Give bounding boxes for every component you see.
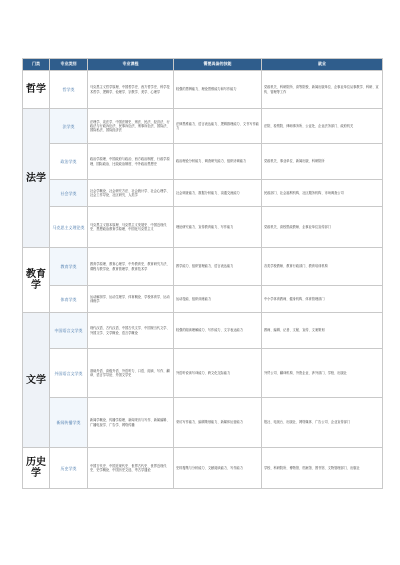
header-skills: 需要具备的技能 bbox=[174, 59, 262, 71]
jobs-cell: 各类学校教师、教育行政部门、教育培训机构 bbox=[262, 248, 383, 286]
table-row bbox=[23, 286, 383, 313]
courses-cell: 社会学概论、社会研究方法、社会统计学、社会心理学、社会工作导论、社区研究、人类学 bbox=[88, 180, 174, 207]
major-name: 新闻传播学类 bbox=[50, 398, 88, 448]
courses-cell: 基础外语、高级外语、外语听力、口语、阅读、写作、翻译、语言学导论、外国文学史 bbox=[88, 349, 174, 398]
skills-cell: 社会调查能力、数据分析能力、沟通交流能力 bbox=[174, 180, 262, 207]
skills-cell: 较强的阅读理解能力、写作能力、文字表达能力 bbox=[174, 313, 262, 349]
major-name: 哲学类 bbox=[50, 71, 88, 109]
table-row bbox=[23, 448, 383, 489]
header-jobs: 就业 bbox=[262, 59, 383, 71]
major-name: 体育学类 bbox=[50, 286, 88, 313]
table-row bbox=[23, 313, 383, 349]
table-row bbox=[23, 248, 383, 286]
courses-cell: 马克思主义基本原理、马克思主义发展史、中国近现代史、思想政治教育学原理、中国化马克思主义 bbox=[88, 207, 174, 248]
header-category: 门类 bbox=[23, 59, 50, 71]
category-literature: 文学 bbox=[23, 313, 50, 448]
table-header-row bbox=[23, 59, 383, 71]
table-row bbox=[23, 207, 383, 248]
major-table bbox=[22, 58, 383, 489]
header-major: 专业类别 bbox=[50, 59, 88, 71]
jobs-cell: 民政部门、社会福利机构、社区服务机构、市场调查公司 bbox=[262, 180, 383, 207]
courses-cell: 中国古代史、中国近现代史、世界古代史、世界近现代史、史学概论、中国历史文选、考古学通论 bbox=[88, 448, 174, 489]
jobs-cell: 党政机关、科研院所、高等院校、新闻出版单位、企事业单位从事教学、科研、宣传、管理等工作 bbox=[262, 71, 383, 109]
category-history: 历史学 bbox=[23, 448, 50, 489]
major-name: 中国语言文学类 bbox=[50, 313, 88, 349]
courses-cell: 法理学、宪法学、中国法制史、刑法、民法、经济法、行政法与行政诉讼法、民事诉讼法、刑事诉讼法、国际法、国际私法、国际经济法 bbox=[88, 109, 174, 144]
major-name: 马克思主义理论类 bbox=[50, 207, 88, 248]
courses-cell: 运动解剖学、运动生理学、体育概论、学校体育学、运动训练学 bbox=[88, 286, 174, 313]
skills-cell: 采访写作能力、编辑策划能力、新媒体运营能力 bbox=[174, 398, 262, 448]
major-name: 政治学类 bbox=[50, 144, 88, 180]
skills-cell: 较强的思辨能力、理论思维能力和写作能力 bbox=[174, 71, 262, 109]
category-philosophy: 哲学 bbox=[23, 71, 50, 109]
jobs-cell: 学校、科研院所、博物馆、档案馆、图书馆、文物管理部门、出版社 bbox=[262, 448, 383, 489]
category-law: 法学 bbox=[23, 109, 50, 248]
table-row bbox=[23, 349, 383, 398]
jobs-cell: 中小学体育教师、健身机构、体育管理部门 bbox=[262, 286, 383, 313]
major-name: 外国语言文学类 bbox=[50, 349, 88, 398]
table-row bbox=[23, 144, 383, 180]
major-name: 法学类 bbox=[50, 109, 88, 144]
courses-cell: 现代汉语、古代汉语、中国古代文学、中国现当代文学、外国文学、文学概论、语言学概论 bbox=[88, 313, 174, 349]
courses-cell: 政治学原理、中国政府与政治、西方政治制度、行政学原理、国际政治、比较政治制度、中外政治思想史 bbox=[88, 144, 174, 180]
header-courses: 专业课程 bbox=[88, 59, 174, 71]
jobs-cell: 报社、电视台、出版社、网络媒体、广告公司、企业宣传部门 bbox=[262, 398, 383, 448]
category-education: 教育学 bbox=[23, 248, 50, 313]
major-name: 历史学类 bbox=[50, 448, 88, 489]
skills-cell: 史料搜集与分析能力、文献阅读能力、写作能力 bbox=[174, 448, 262, 489]
skills-cell: 政治理论分析能力、调查研究能力、组织协调能力 bbox=[174, 144, 262, 180]
courses-cell: 教育学原理、教育心理学、中外教育史、教育研究方法、课程与教学论、教育管理学、教育技术学 bbox=[88, 248, 174, 286]
skills-cell: 理论研究能力、宣传教育能力、写作能力 bbox=[174, 207, 262, 248]
skills-cell: 运动技能、组织训练能力 bbox=[174, 286, 262, 313]
courses-cell: 新闻学概论、传播学原理、新闻采访与写作、新闻编辑、广播电视学、广告学、网络传播 bbox=[88, 398, 174, 448]
skills-cell: 教学能力、组织管理能力、语言表达能力 bbox=[174, 248, 262, 286]
skills-cell: 外语听说读写译能力、跨文化交际能力 bbox=[174, 349, 262, 398]
table-row bbox=[23, 180, 383, 207]
jobs-cell: 党政机关、高校思政教师、企事业单位宣传部门 bbox=[262, 207, 383, 248]
jobs-cell: 法院、检察院、律师事务所、公证处、企业法务部门、政府机关 bbox=[262, 109, 383, 144]
major-name: 教育学类 bbox=[50, 248, 88, 286]
major-name: 社会学类 bbox=[50, 180, 88, 207]
jobs-cell: 教师、编辑、记者、文秘、宣传、文案策划 bbox=[262, 313, 383, 349]
table-row bbox=[23, 398, 383, 448]
jobs-cell: 党政机关、事业单位、新闻出版、科研院所 bbox=[262, 144, 383, 180]
jobs-cell: 外贸公司、翻译机构、外资企业、涉外部门、学校、出版社 bbox=[262, 349, 383, 398]
skills-cell: 法律思维能力、语言表达能力、逻辑推理能力、文书写作能力 bbox=[174, 109, 262, 144]
table-row bbox=[23, 71, 383, 109]
courses-cell: 马克思主义哲学原理、中国哲学史、西方哲学史、科学技术哲学、逻辑学、伦理学、宗教学、美学、心理学 bbox=[88, 71, 174, 109]
table-row bbox=[23, 109, 383, 144]
